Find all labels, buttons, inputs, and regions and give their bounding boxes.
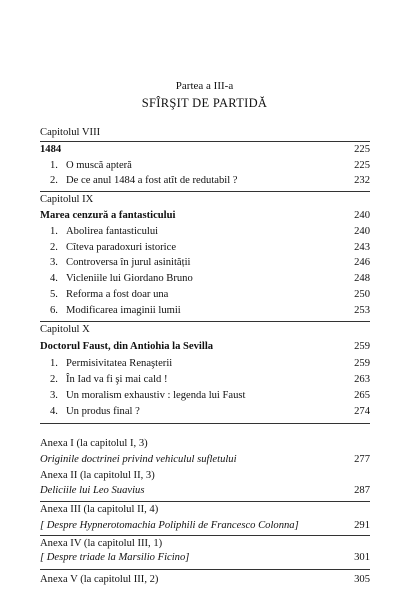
toc-entry: 1. O muscă apteră 225 xyxy=(50,160,370,171)
page-number: 259 xyxy=(354,358,370,369)
page-number: 287 xyxy=(354,485,370,496)
page-number: 263 xyxy=(354,374,370,385)
annex-entry: [ Despre Hypnerotomachia Poliphili de Francesco Colonna] 291 xyxy=(40,520,370,531)
page-number: 240 xyxy=(354,226,370,237)
chapter-heading: Capitolul VIII xyxy=(40,127,101,138)
annex-heading: Anexa II (la capitolul II, 3) xyxy=(40,470,155,481)
page-number: 265 xyxy=(354,390,370,401)
annex-entry: Originile doctrinei privind vehiculul sufletului 277 xyxy=(40,454,370,465)
page-number: 232 xyxy=(354,175,370,186)
toc-entry: 4. Vicleniile lui Giordano Bruno 248 xyxy=(50,273,370,284)
toc-entry: 2. De ce anul 1484 a fost atît de redutabil ? 232 xyxy=(50,175,370,186)
divider xyxy=(40,423,370,424)
page-number: 305 xyxy=(354,574,370,585)
page-number: 248 xyxy=(354,273,370,284)
page-number: 225 xyxy=(354,160,370,171)
toc-entry: 6. Modificarea imaginii lumii 253 xyxy=(50,305,370,316)
page-number: 274 xyxy=(354,406,370,417)
chapter-heading: Capitolul X xyxy=(40,324,90,335)
page-number: 243 xyxy=(354,242,370,253)
toc-entry: 4. Un produs final ? 274 xyxy=(50,406,370,417)
annex-entry: Deliciile lui Leo Suavius 287 xyxy=(40,485,370,496)
annex-entry: [ Despre triade la Marsilio Ficino] 301 xyxy=(40,552,370,563)
page-number: 240 xyxy=(354,210,370,221)
page-number: 277 xyxy=(354,454,370,465)
page-number: 253 xyxy=(354,305,370,316)
part-label: Partea a III-a xyxy=(175,80,234,92)
page-number: 259 xyxy=(354,341,370,352)
part-title: SFÎRŞIT DE PARTIDĂ xyxy=(141,96,268,110)
chapter-title-row: Marea cenzură a fantasticului 240 xyxy=(40,210,370,221)
annex-entry: Anexa V (la capitolul III, 2) 305 xyxy=(40,574,370,585)
annex-heading: Anexa I (la capitolul I, 3) xyxy=(40,438,148,449)
page-number: 291 xyxy=(354,520,370,531)
divider xyxy=(40,141,370,142)
toc-entry: 2. În Iad va fi şi mai cald ! 263 xyxy=(50,374,370,385)
toc-entry: 5. Reforma a fost doar una 250 xyxy=(50,289,370,300)
toc-entry: 3. Un moralism exhaustiv : legenda lui Faust 265 xyxy=(50,390,370,401)
page-number: 246 xyxy=(354,257,370,268)
annex-heading: Anexa III (la capitolul II, 4) xyxy=(40,504,159,515)
divider xyxy=(40,535,370,536)
divider xyxy=(40,191,370,192)
chapter-heading: Capitolul IX xyxy=(40,194,94,205)
toc-entry: 2. Cîteva paradoxuri istorice 243 xyxy=(50,242,370,253)
chapter-title-row: 1484 225 xyxy=(40,144,370,155)
page-number: 225 xyxy=(354,144,370,155)
page-number: 301 xyxy=(354,552,370,563)
toc-entry: 1. Abolirea fantasticului 240 xyxy=(50,226,370,237)
toc-entry: 3. Controversa în jurul asinității 246 xyxy=(50,257,370,268)
divider xyxy=(40,321,370,322)
annex-heading: Anexa IV (la capitolul III, 1) xyxy=(40,538,163,549)
divider xyxy=(40,569,370,570)
page-number: 250 xyxy=(354,289,370,300)
toc-entry: 1. Permisivitatea Renaşterii 259 xyxy=(50,358,370,369)
chapter-title-row: Doctorul Faust, din Antiohia la Sevilla 259 xyxy=(40,341,370,352)
divider xyxy=(40,501,370,502)
